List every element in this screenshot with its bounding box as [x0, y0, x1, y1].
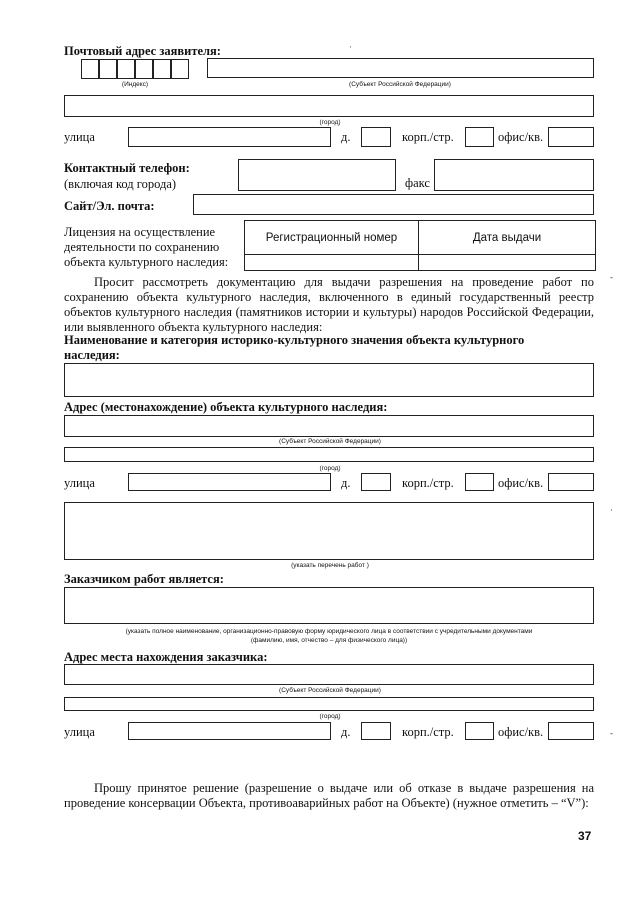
applicant-office-field[interactable] [548, 127, 594, 147]
object-region-caption: (Субъект Российской Федерации) [279, 438, 381, 445]
object-street-field[interactable] [128, 473, 331, 491]
applicant-building-field[interactable] [465, 127, 494, 147]
index-cell[interactable] [117, 59, 135, 79]
customer-house-label: д. [341, 725, 351, 739]
customer-name-field[interactable] [64, 587, 594, 624]
license-label-line: объекта культурного наследия: [64, 255, 229, 269]
applicant-city-field[interactable] [64, 95, 594, 117]
works-list-field[interactable] [64, 502, 594, 560]
index-cell[interactable] [81, 59, 99, 79]
customer-house-field[interactable] [361, 722, 391, 740]
object-office-label: офис/кв. [498, 476, 544, 490]
postal-address-label: Почтовый адрес заявителя: [64, 44, 221, 58]
fax-label: факс [405, 176, 430, 190]
index-cell[interactable] [135, 59, 153, 79]
index-cell[interactable] [153, 59, 171, 79]
customer-street-field[interactable] [128, 722, 331, 740]
site-email-field[interactable] [193, 194, 594, 215]
object-name-label: Наименование и категория историко-культурного значения объекта культурного наследия: [64, 333, 525, 362]
customer-region-field[interactable] [64, 664, 594, 685]
object-street-label: улица [64, 476, 95, 490]
applicant-street-field[interactable] [128, 127, 331, 147]
decision-paragraph: Прошу принятое решение (разрешение о выдаче или об отказе в выдаче разрешения на проведение консервации Объекта, противоаварийных работ на Объекте) (нужное отметить – “V”): [64, 781, 594, 810]
applicant-street-label: улица [64, 130, 95, 144]
object-building-label: корп./стр. [402, 476, 454, 490]
index-caption: (Индекс) [121, 81, 149, 88]
license-table [244, 220, 596, 271]
index-cell[interactable] [171, 59, 189, 79]
scan-mark: · [610, 505, 613, 515]
index-cell[interactable] [99, 59, 117, 79]
applicant-office-label: офис/кв. [498, 130, 544, 144]
customer-city-field[interactable] [64, 697, 594, 711]
scan-mark: · [349, 42, 352, 52]
license-issue-date-header: Дата выдачи [419, 221, 596, 255]
object-name-field[interactable] [64, 363, 594, 397]
works-list-caption: (указать перечень работ ) [291, 562, 369, 569]
applicant-building-label: корп./стр. [402, 130, 454, 144]
object-city-caption: (город) [319, 465, 341, 472]
page-number: 37 [578, 829, 592, 843]
request-paragraph: Просит рассмотреть документацию для выдачи разрешения на проведение работ по сохранению объекта культурного наследия, включенного в единый государственный реестр объектов культурного наследия (памятников истории и культуры) народов Российской Федерации, или выявленного объекта культурного наследия: [64, 275, 594, 334]
scan-mark: - [610, 272, 613, 282]
customer-region-caption: (Субъект Российской Федерации) [279, 687, 381, 694]
customer-caption-line2: (фамилию, имя, отчество – для физического лица)) [250, 637, 408, 644]
customer-office-field[interactable] [548, 722, 594, 740]
object-city-field[interactable] [64, 447, 594, 462]
object-office-field[interactable] [548, 473, 594, 491]
license-label-line: Лицензия на осуществление [64, 225, 216, 239]
applicant-region-caption: (Субъект Российской Федерации) [349, 81, 451, 88]
customer-street-label: улица [64, 725, 95, 739]
object-address-label: Адрес (местонахождение) объекта культурного наследия: [64, 400, 388, 414]
object-region-field[interactable] [64, 415, 594, 437]
license-reg-number-cell[interactable] [245, 255, 419, 271]
scan-mark: - [610, 728, 613, 738]
phone-field[interactable] [238, 159, 396, 191]
customer-address-label: Адрес места нахождения заказчика: [64, 650, 268, 664]
applicant-city-caption: (город) [319, 119, 341, 126]
phone-label: Контактный телефон: [64, 161, 190, 175]
object-house-label: д. [341, 476, 351, 490]
site-email-label: Сайт/Эл. почта: [64, 199, 155, 213]
object-building-field[interactable] [465, 473, 494, 491]
applicant-house-field[interactable] [361, 127, 391, 147]
phone-sublabel: (включая код города) [64, 177, 177, 191]
customer-building-label: корп./стр. [402, 725, 454, 739]
object-house-field[interactable] [361, 473, 391, 491]
customer-city-caption: (город) [319, 713, 341, 720]
customer-building-field[interactable] [465, 722, 494, 740]
customer-caption-line1: (указать полное наименование, организационно-правовую форму юридического лица в соответствии с учредительными документами [125, 628, 533, 635]
fax-field[interactable] [434, 159, 594, 191]
customer-label: Заказчиком работ является: [64, 572, 224, 586]
license-label-line: деятельности по сохранению [64, 240, 220, 254]
license-issue-date-cell[interactable] [419, 255, 596, 271]
applicant-house-label: д. [341, 130, 351, 144]
applicant-region-field[interactable] [207, 58, 594, 78]
customer-office-label: офис/кв. [498, 725, 544, 739]
license-reg-number-header: Регистрационный номер [245, 221, 419, 255]
